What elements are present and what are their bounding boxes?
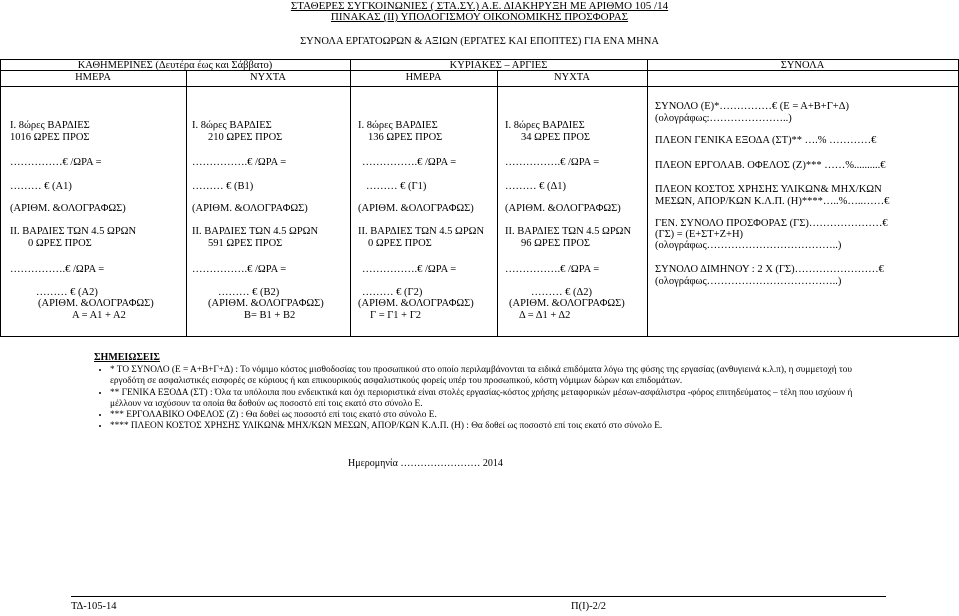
subtotal-g1: ……… € (Γ1) bbox=[366, 181, 427, 192]
header-holidays: ΚΥΡΙΑΚΕΣ – ΑΡΓΙΕΣ bbox=[449, 60, 548, 71]
general-expenses: ΠΛΕΟΝ ΓΕΝΙΚΑ ΕΞΟΔΑ (ΣΤ)** ….% …………€ bbox=[655, 135, 877, 146]
shift2-title: ΙΙ. ΒΑΡΔΙΕΣ ΤΩΝ 4.5 ΩΡΩΝ bbox=[192, 226, 319, 237]
page-number: Π(Ι)-2/2 bbox=[571, 601, 606, 612]
rate: …………….€ /ΩΡΑ = bbox=[505, 157, 600, 168]
shift-hours: 210 ΩΡΕΣ ΠΡΟΣ bbox=[208, 132, 283, 143]
shift-hours: 1016 ΩΡΕΣ ΠΡΟΣ bbox=[10, 132, 90, 143]
sum-b: Β= Β1 + Β2 bbox=[244, 310, 296, 321]
grand-total: ΓΕΝ. ΣΥΝΟΛΟ ΠΡΟΣΦΟΡΑΣ (ΓΣ)…………………€ bbox=[655, 218, 888, 229]
materials-cost-line2: ΜΕΣΩΝ, ΑΠΟΡ/ΚΩΝ Κ.Λ.Π. (Η)****…..%…..……€ bbox=[655, 196, 890, 207]
words2: (ΑΡΙΘΜ. &ΟΛΟΓΡΑΦΩΣ) bbox=[208, 298, 324, 309]
shift-title: Ι. 8ώρες ΒΑΡΔΙΕΣ bbox=[192, 120, 272, 131]
total-e-words: (ολογράφως:…………………..) bbox=[655, 113, 792, 124]
note-1: • * ΤΟ ΣΥΝΟΛΟ (Ε = Α+Β+Γ+Δ) : Το νόμιμο κόστος μισθοδοσίας του προσωπικού στο οποίο περιλαμβάνονται τα ειδικά επιδόματα λόγω της φύσης της εργασίας (ανθυγιεινά κ.λ.π), η συμμετοχή του εργοδότη σε ασφαλιστικές εισφορές σε κύριους ή και επικουρικούς ασφαλιστικούς φορείς υπέρ του προσωπικού, κόστη νόμιμων δώρων και επιδομάτων. bbox=[110, 365, 864, 387]
rate: …………….€ /ΩΡΑ = bbox=[362, 157, 457, 168]
header-day-holiday: ΗΜΕΡΑ bbox=[405, 72, 442, 83]
shift-title: Ι. 8ώρες ΒΑΡΔΙΕΣ bbox=[505, 120, 585, 131]
subtotal-d1: ……… € (Δ1) bbox=[505, 181, 566, 192]
rate2: …………….€ /ΩΡΑ = bbox=[362, 264, 457, 275]
sum-g: Γ = Γ1 + Γ2 bbox=[370, 310, 422, 321]
rate2: …………….€ /ΩΡΑ = bbox=[10, 264, 105, 275]
header-night-weekday: ΝΥΧΤΑ bbox=[250, 72, 286, 83]
footer-code: ΤΔ-105-14 bbox=[71, 601, 117, 612]
words: (ΑΡΙΘΜ. &ΟΛΟΓΡΑΦΩΣ) bbox=[505, 203, 621, 214]
subtotal-b2: ……… € (Β2) bbox=[218, 287, 280, 298]
bimonthly-total: ΣΥΝΟΛΟ ΔΙΜΗΝΟΥ : 2 Χ (ΓΣ)……………………€ bbox=[655, 264, 884, 275]
subtotal-a2: ……… € (Α2) bbox=[36, 287, 98, 298]
subtotal-b1: ……… € (Β1) bbox=[192, 181, 254, 192]
note-4: • **** ΠΛΕΟΝ ΚΟΣΤΟΣ ΧΡΗΣΗΣ ΥΛΙΚΩΝ& ΜΗΧ/ΚΩΝ ΜΕΣΩΝ, ΑΠΟΡ/ΚΩΝ Κ.Λ.Π. (Η) : Θα δοθεί ως ποσοστό επί τοις εκατό στο σύνολο Ε. bbox=[110, 421, 864, 432]
subtotal-g2: ……… € (Γ2) bbox=[362, 287, 423, 298]
grand-total-words: (ολογράφως………………………………..) bbox=[655, 240, 842, 251]
shift2-hours: 0 ΩΡΕΣ ΠΡΟΣ bbox=[28, 238, 92, 249]
words: (ΑΡΙΘΜ. &ΟΛΟΓΡΑΦΩΣ) bbox=[10, 203, 126, 214]
notes-title: ΣΗΜΕΙΩΣΕΙΣ bbox=[94, 352, 160, 363]
subtotal-a1: ……… € (Α1) bbox=[10, 181, 72, 192]
header-totals: ΣΥΝΟΛΑ bbox=[780, 60, 825, 71]
note-2: • ** ΓΕΝΙΚΑ ΕΞΟΔΑ (ΣΤ) : Όλα τα υπόλοιπα που ενδεικτικά και όχι περιοριστικά είναι στολές εργασίας-κόστος χρήσης μεταφορικών μέσων-ασφάλιστρα -φόρος επιτηδεύματος – τέλη που ισχύουν ή μέλλουν να ισχύσουν τα οποία θα δοθούν ως ποσοστό επί τοις εκατό στο σύνολο Ε. bbox=[110, 388, 864, 410]
shift2-hours: 591 ΩΡΕΣ ΠΡΟΣ bbox=[208, 238, 283, 249]
table-caption: ΣΥΝΟΛΑ ΕΡΓΑΤΟΩΡΩΝ & ΑΞΙΩΝ (ΕΡΓΑΤΕΣ ΚΑΙ ΕΠΟΠΤΕΣ) ΓΙΑ ΕΝΑ ΜΗΝΑ bbox=[300, 36, 659, 47]
total-e: ΣΥΝΟΛΟ (Ε)*……………€ (Ε = Α+Β+Γ+Δ) bbox=[655, 101, 849, 112]
grand-total-formula: (ΓΣ) = (Ε+ΣΤ+Ζ+Η) bbox=[655, 229, 744, 240]
shift2-hours: 96 ΩΡΕΣ ΠΡΟΣ bbox=[521, 238, 591, 249]
subtotal-d2: ……… € (Δ2) bbox=[531, 287, 592, 298]
shift2-title: ΙΙ. ΒΑΡΔΙΕΣ ΤΩΝ 4.5 ΩΡΩΝ bbox=[10, 226, 137, 237]
header-weekdays: ΚΑΘΗΜΕΡΙΝΕΣ (Δευτέρα έως και Σάββατο) bbox=[77, 60, 273, 71]
doc-subtitle: ΠΙΝΑΚΑΣ (ΙΙ) ΥΠΟΛΟΓΙΣΜΟΥ ΟΙΚΟΝΟΜΙΚΗΣ ΠΡΟΣΦΟΡΑΣ bbox=[330, 11, 629, 23]
words: (ΑΡΙΘΜ. &ΟΛΟΓΡΑΦΩΣ) bbox=[358, 203, 474, 214]
rate: ……………€ /ΩΡΑ = bbox=[10, 157, 102, 168]
shift2-hours: 0 ΩΡΕΣ ΠΡΟΣ bbox=[368, 238, 432, 249]
header-night-holiday: ΝΥΧΤΑ bbox=[554, 72, 590, 83]
note-3: • *** ΕΡΓΟΛΑΒΙΚΟ ΟΦΕΛΟΣ (Ζ) : Θα δοθεί ως ποσοστό επί τοις εκατό στο σύνολο Ε. bbox=[110, 410, 864, 421]
shift-hours: 34 ΩΡΕΣ ΠΡΟΣ bbox=[521, 132, 591, 143]
contractor-profit: ΠΛΕΟΝ ΕΡΓΟΛΑΒ. ΟΦΕΛΟΣ (Ζ)*** ……%..........€ bbox=[655, 160, 886, 171]
sum-d: Δ = Δ1 + Δ2 bbox=[519, 310, 571, 321]
bimonthly-total-words: (ολογράφως………………………………..) bbox=[655, 276, 842, 287]
shift-title: Ι. 8ώρες ΒΑΡΔΙΕΣ bbox=[10, 120, 90, 131]
footer-divider bbox=[71, 596, 886, 597]
shift-hours: 136 ΩΡΕΣ ΠΡΟΣ bbox=[368, 132, 443, 143]
doc-title: ΣΤΑΘΕΡΕΣ ΣΥΓΚΟΙΝΩΝΙΕΣ ( ΣΤΑ.ΣΥ.) Α.Ε. ΔΙΑΚΗΡΥΞΗ ΜΕ ΑΡΙΘΜΟ 105 /14 bbox=[290, 0, 669, 12]
words: (ΑΡΙΘΜ. &ΟΛΟΓΡΑΦΩΣ) bbox=[192, 203, 308, 214]
rate2: …………….€ /ΩΡΑ = bbox=[192, 264, 287, 275]
shift2-title: ΙΙ. ΒΑΡΔΙΕΣ ΤΩΝ 4.5 ΩΡΩΝ bbox=[358, 226, 485, 237]
rate: …………….€ /ΩΡΑ = bbox=[192, 157, 287, 168]
notes-section bbox=[94, 352, 864, 432]
materials-cost: ΠΛΕΟΝ ΚΟΣΤΟΣ ΧΡΗΣΗΣ ΥΛΙΚΩΝ& ΜΗΧ/ΚΩΝ bbox=[655, 184, 882, 195]
rate2: …………….€ /ΩΡΑ = bbox=[505, 264, 600, 275]
sum-a: Α = Α1 + Α2 bbox=[72, 310, 126, 321]
header-day-weekday: ΗΜΕΡΑ bbox=[75, 72, 111, 83]
shift2-title: ΙΙ. ΒΑΡΔΙΕΣ ΤΩΝ 4.5 ΩΡΩΝ bbox=[505, 226, 632, 237]
words2: (ΑΡΙΘΜ. &ΟΛΟΓΡΑΦΩΣ) bbox=[358, 298, 474, 309]
date-line: Ημερομηνία …………………… 2014 bbox=[348, 458, 503, 469]
words2: (ΑΡΙΘΜ. &ΟΛΟΓΡΑΦΩΣ) bbox=[509, 298, 625, 309]
shift-title: Ι. 8ώρες ΒΑΡΔΙΕΣ bbox=[358, 120, 438, 131]
words2: (ΑΡΙΘΜ. &ΟΛΟΓΡΑΦΩΣ) bbox=[38, 298, 154, 309]
